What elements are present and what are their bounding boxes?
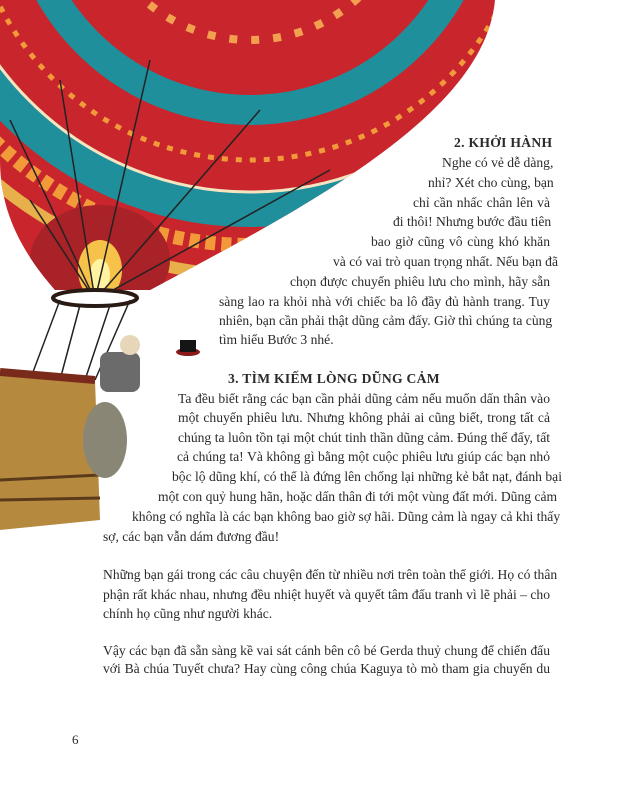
text-line: chọn được chuyến phiêu lưu cho mình, hãy sẵn: [290, 274, 550, 289]
text-line: Những bạn gái trong các câu chuyện đến từ nhiều nơi trên toàn thế giới. Họ có thân: [103, 567, 558, 582]
text-line: nhỉ? Xét cho cùng, bạn: [428, 175, 554, 190]
text-line: cả chúng ta! Và không gì bằng một cuộc phiêu lưu giúp các bạn nhỏ: [177, 449, 550, 464]
text-line: chỉ cần nhấc chân lên và: [413, 195, 550, 210]
text-line: với Bà chúa Tuyết chưa? Hay cùng công chúa Kaguya tò mò tham gia chuyến du: [103, 661, 550, 676]
text-line: sợ, các bạn vẫn dám đương đầu!: [103, 529, 280, 544]
text-line: bộc lộ dũng khí, có thể là đứng lên chống lại những kẻ bắt nạt, đánh bại: [172, 469, 562, 484]
text-line: phận rất khác nhau, nhưng đều nhiệt huyết và quyết tâm đấu tranh vì lẽ phải – cho: [103, 587, 550, 602]
text-line: đi thôi! Nhưng bước đầu tiên: [393, 214, 552, 229]
page-number: 6: [72, 732, 79, 747]
text-line: tìm hiểu Bước 3 nhé.: [219, 332, 334, 347]
text-line: Ta đều biết rằng các bạn cần phải dũng cảm nếu muốn dấn thân vào: [178, 391, 550, 406]
text-line: bao giờ cũng vô cùng khó khăn: [371, 234, 550, 249]
text-line: Nghe có vẻ dễ dàng,: [442, 155, 554, 170]
section-3-heading: 3. TÌM KIẾM LÒNG DŨNG CẢM: [228, 371, 440, 386]
text-line: không có nghĩa là các bạn không bao giờ sợ hãi. Dũng cảm là ngay cả khi thấy: [132, 509, 561, 524]
text-line: Vậy các bạn đã sẵn sàng kề vai sát cánh bên cô bé Gerda thuỷ chung để chiến đấu: [103, 643, 550, 658]
text-line: một chuyến phiêu lưu. Nhưng không phải ai cũng biết, trong tất cả: [178, 410, 550, 425]
text-line: chúng ta luôn tồn tại một chút tinh thần dũng cảm. Đúng thế đấy, tất: [178, 430, 550, 445]
text-line: một con quỷ hung hãn, hoặc dấn thân đi tới một vùng đất mới. Dũng cảm: [158, 489, 558, 504]
section-2-heading: 2. KHỞI HÀNH: [454, 135, 553, 150]
text-line: nhiên, bạn cần phải thật dũng cảm đấy. Giờ thì chúng ta cùng: [219, 313, 553, 328]
text-line: chính họ cũng như người khác.: [103, 606, 273, 621]
balloonist-figure: [100, 335, 200, 392]
text-line: và có vai trò quan trọng nhất. Nếu bạn đã: [333, 254, 558, 269]
text-line: sàng lao ra khỏi nhà với chiếc ba lô đầy đủ hành trang. Tuy: [219, 294, 550, 309]
